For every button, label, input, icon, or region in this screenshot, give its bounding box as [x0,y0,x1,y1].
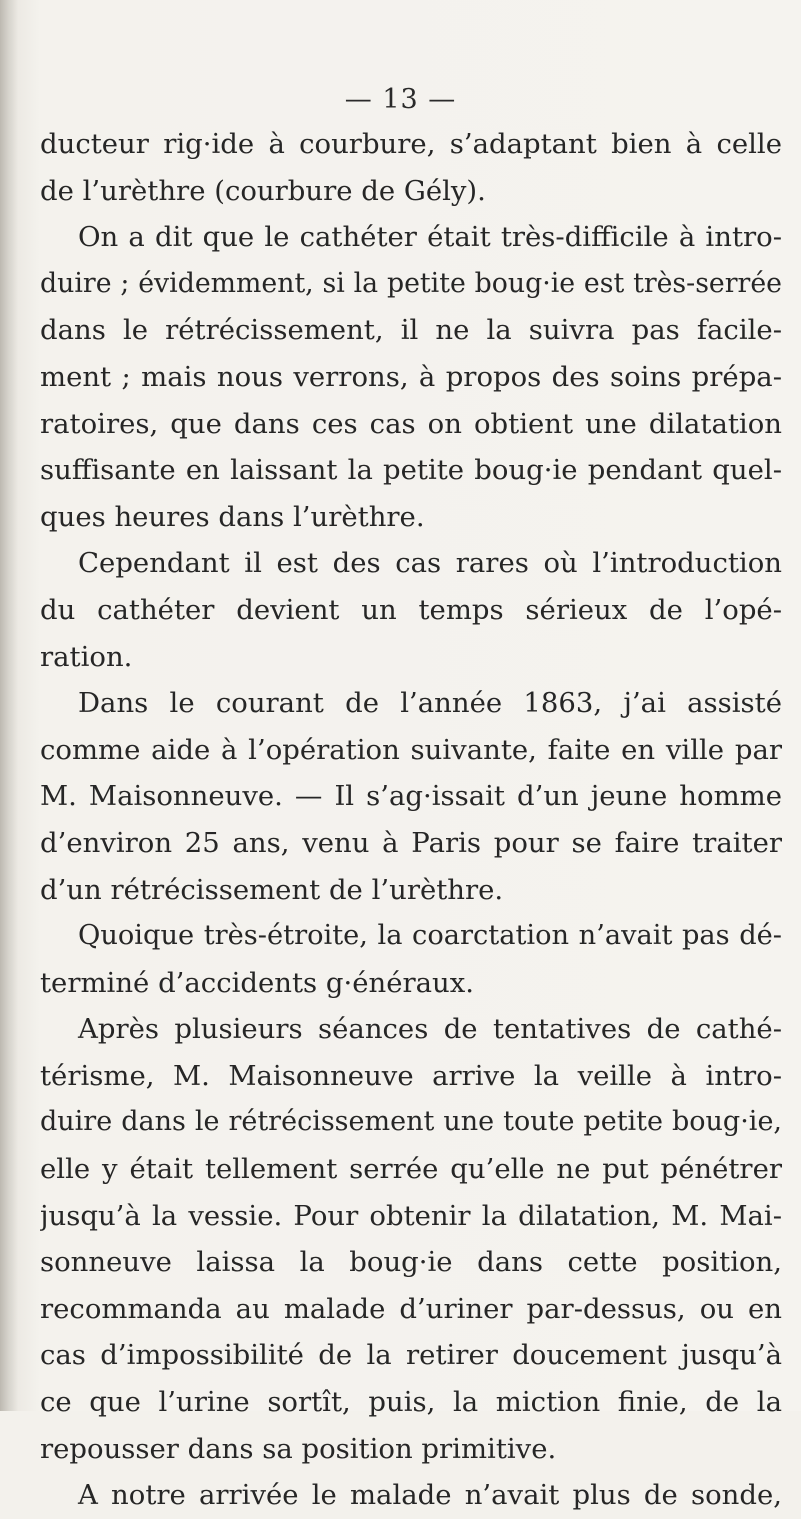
text-line: dans le rétrécissement, il ne la suivra pas facile- [40,314,782,347]
text-line: ratoires, que dans ces cas on obtient une dilatation [40,407,782,440]
text-line: duire ; évidemment, si la petite boug·ie est très-serrée [40,267,782,299]
text-line: jusqu’à la vessie. Pour obtenir la dilatation, M. Mai- [40,1199,782,1232]
text-line: ducteur rig·ide à courbure, s’adaptant bien à celle [40,128,782,160]
text-line: repousser dans sa position primitive. [40,1432,557,1465]
text-line: Cependant il est des cas rares où l’introduction [78,547,782,580]
text-line: comme aide à l’opération suivante, faite en ville par [40,733,782,766]
text-line: du cathéter devient un temps sérieux de l’opé- [40,593,782,626]
text-line: ration. [40,640,133,673]
text-line: ce que l’urine sortît, puis, la miction finie, de la [40,1386,782,1419]
text-line: A notre arrivée le malade n’avait plus de sonde, [78,1479,782,1512]
text-line: ques heures dans l’urèthre. [40,500,425,533]
text-line: elle y était tellement serrée qu’elle ne put pénétrer [40,1153,782,1186]
text-line: terminé d’accidents g·énéraux. [40,966,475,999]
text-line: cas d’impossibilité de la retirer doucement jusqu’à [40,1339,782,1372]
text-line: térisme, M. Maisonneuve arrive la veille à intro- [40,1059,782,1092]
text-line: M. Maisonneuve. — Il s’ag·issait d’un jeune homme [40,780,782,813]
page-number: — 13 — [344,84,457,115]
body-text [40,121,782,1519]
text-line: ment ; mais nous verrons, à propos des soins prépa- [40,360,782,393]
text-line: duire dans le rétrécissement une toute petite boug·ie, [40,1106,782,1138]
text-line: Après plusieurs séances de tentatives de cathé- [78,1013,782,1046]
text-line: de l’urèthre (courbure de Gély). [40,174,486,207]
text-line: Dans le courant de l’année 1863, j’ai assisté [78,687,782,720]
text-line: d’environ 25 ans, venu à Paris pour se faire traiter [40,826,782,859]
text-line: sonneuve laissa la boug·ie dans cette position, [40,1246,782,1279]
text-line: recommanda au malade d’uriner par-dessus, ou en [40,1292,782,1325]
page-gutter-shadow [0,0,18,1411]
text-line: d’un rétrécissement de l’urèthre. [40,873,504,906]
text-line: Quoique très-étroite, la coarctation n’avait pas dé- [78,920,782,952]
text-line: On a dit que le cathéter était très-difficile à intro- [78,221,782,254]
text-line: suffisante en laissant la petite boug·ie pendant quel- [40,454,782,487]
